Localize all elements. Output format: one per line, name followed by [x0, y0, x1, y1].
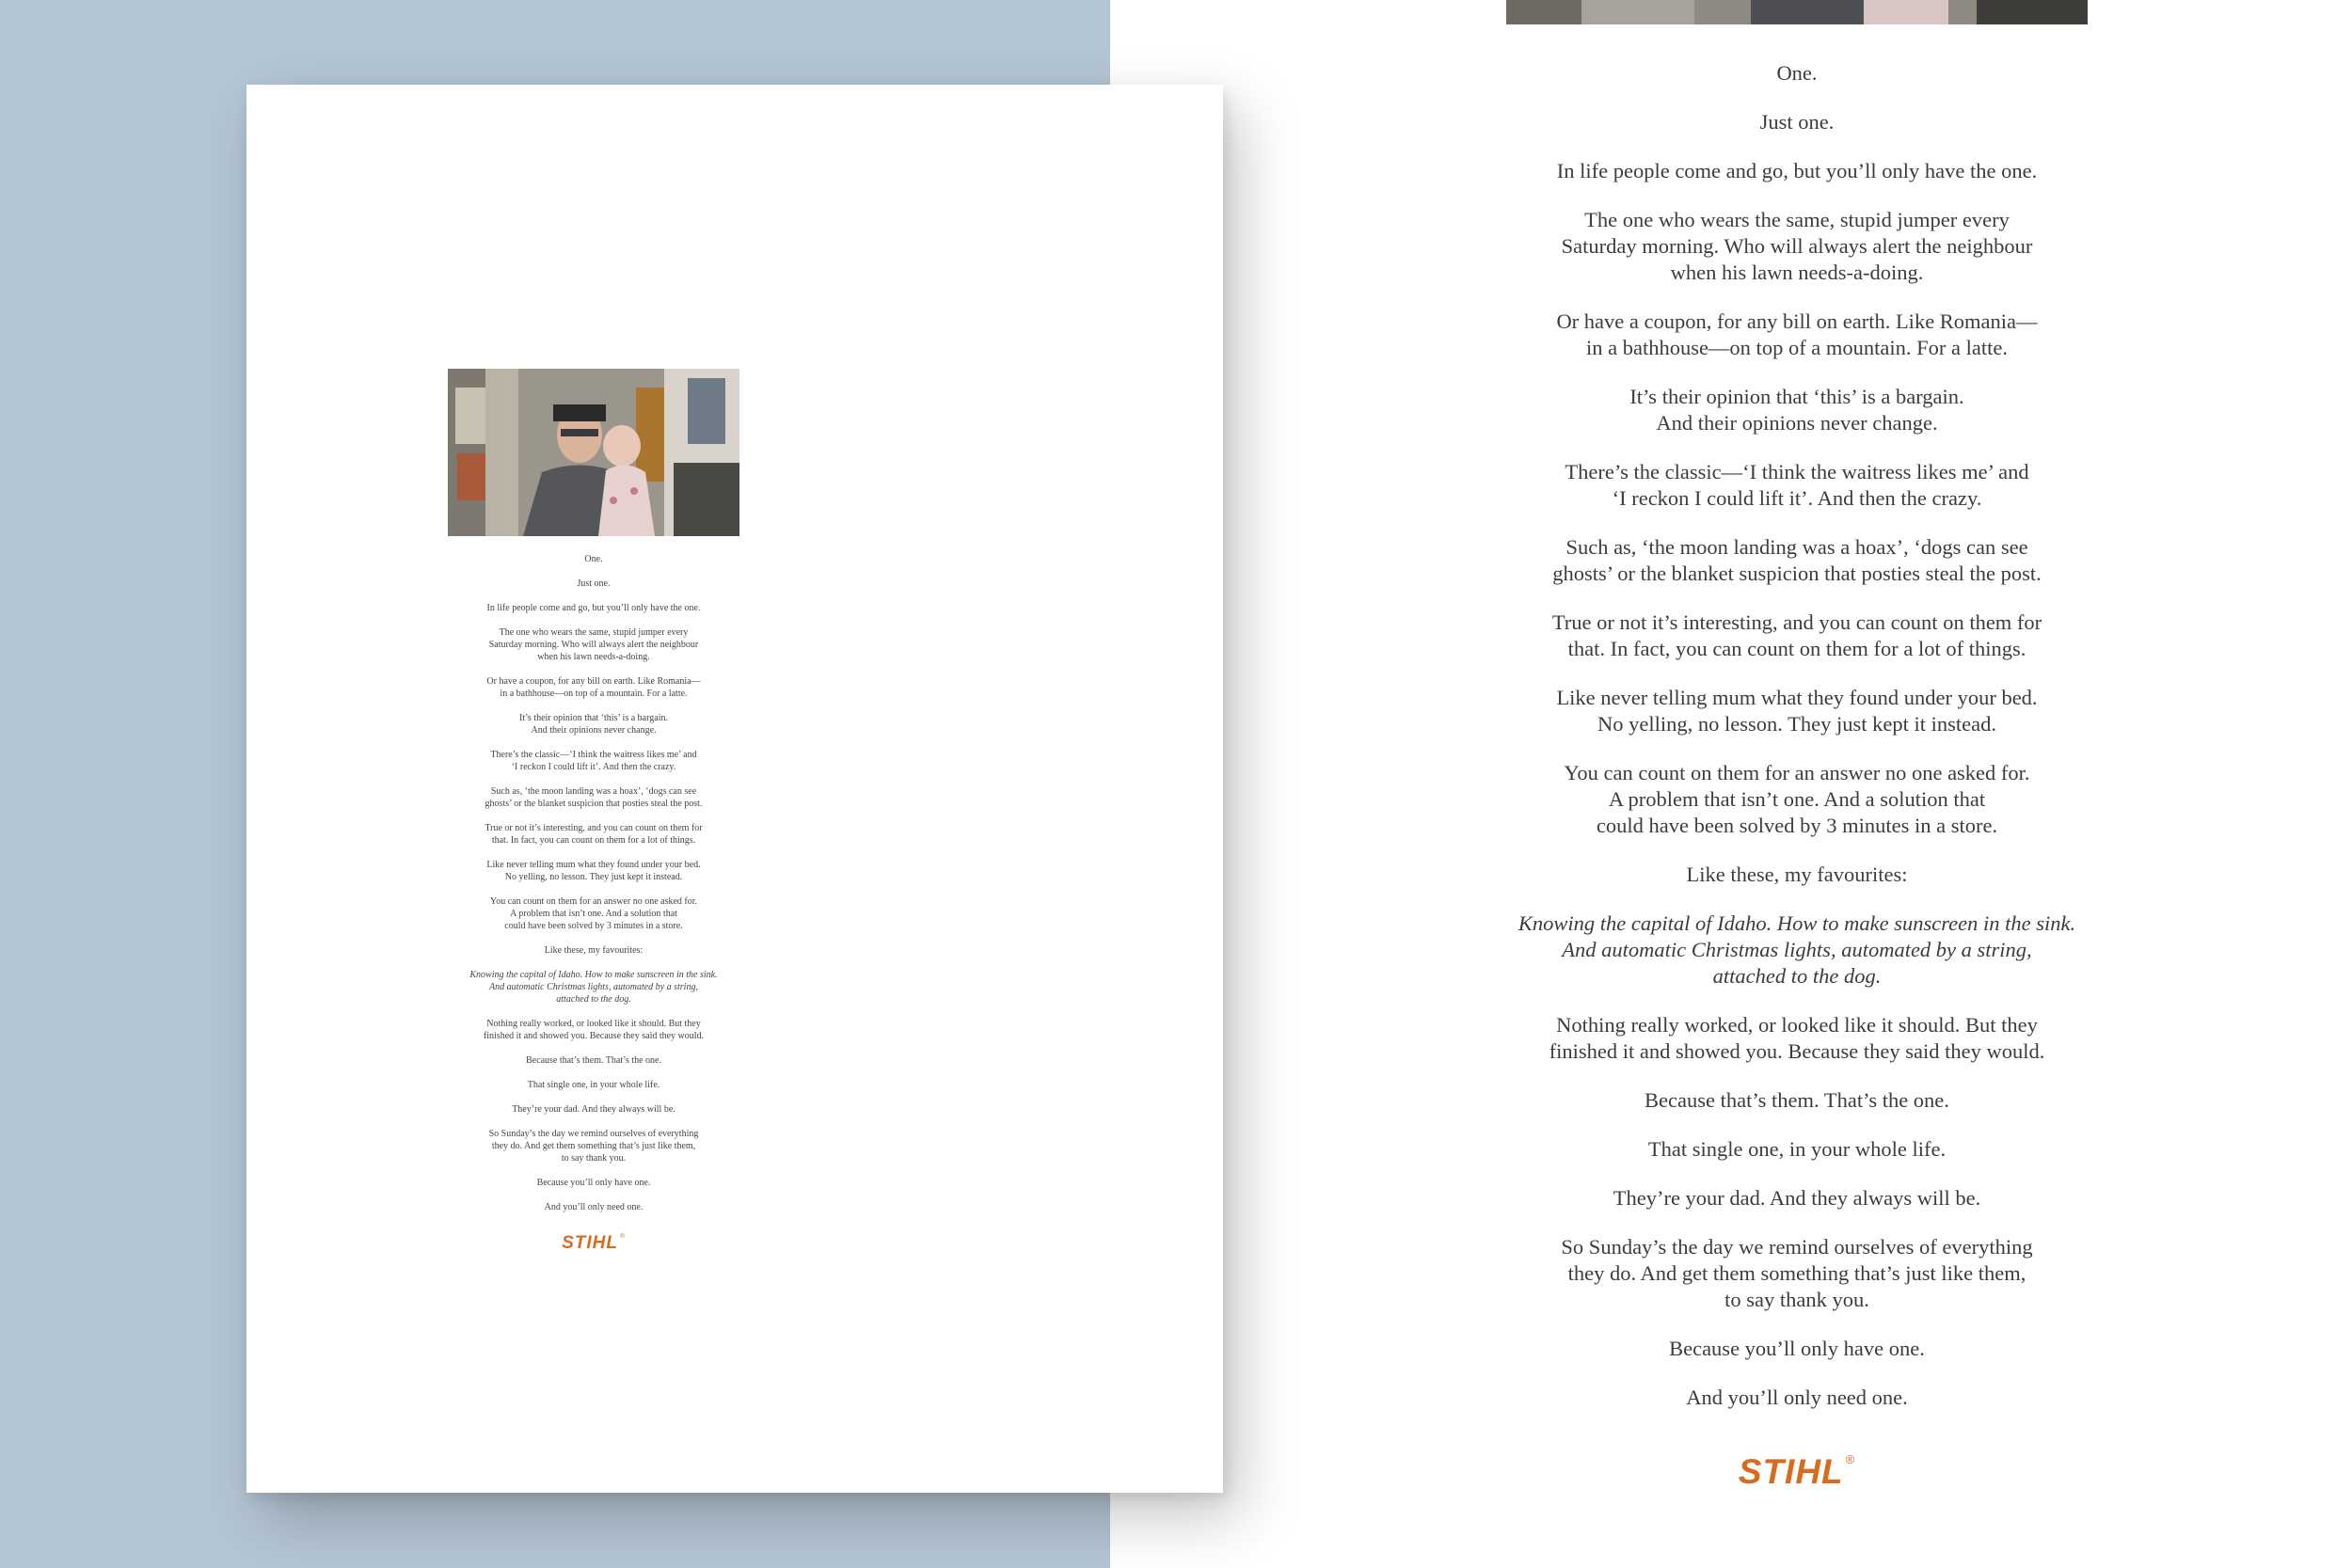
copy-line: Just one. — [577, 578, 611, 589]
copy-line: And automatic Christmas lights, automated by a string, — [1562, 938, 2032, 961]
copy-line: Or have a coupon, for any bill on earth. Like Romania— — [486, 676, 701, 687]
copy-line: Like never telling mum what they found under your bed. — [1556, 686, 2038, 709]
copy-paragraph — [448, 626, 739, 663]
body-copy-zoomed — [1505, 60, 2089, 1411]
copy-line: It’s their opinion that ‘this’ is a bargain. — [1629, 385, 1964, 408]
copy-line: Such as, ‘the moon landing was a hoax’, ‘dogs can see — [490, 786, 697, 797]
copy-line: True or not it’s interesting, and you can count on them for — [1551, 610, 2042, 634]
copy-line: And you’ll only need one. — [544, 1202, 644, 1212]
copy-paragraph — [448, 578, 739, 590]
copy-line: they do. And get them something that’s just like them, — [491, 1141, 696, 1151]
copy-paragraph — [448, 602, 739, 614]
logo-text: STIHL — [562, 1233, 618, 1253]
poster-page — [246, 85, 1223, 1493]
copy-line: One. — [584, 554, 603, 564]
copy-line: Because you’ll only have one. — [1669, 1337, 1925, 1360]
copy-paragraph — [1505, 760, 2089, 839]
copy-paragraph — [448, 1177, 739, 1189]
copy-paragraph — [1505, 1136, 2089, 1163]
copy-line: They’re your dad. And they always will be. — [1613, 1186, 1981, 1210]
copy-paragraph — [1505, 1336, 2089, 1362]
copy-line: they do. And get them something that’s just like them, — [1567, 1261, 2026, 1285]
copy-line: That single one, in your whole life. — [1647, 1137, 1947, 1161]
copy-paragraph — [448, 1103, 739, 1116]
copy-line: finished it and showed you. Because they said they would. — [483, 1031, 705, 1041]
copy-paragraph — [1505, 109, 2089, 135]
copy-paragraph — [448, 895, 739, 932]
copy-line: And you’ll only need one. — [1686, 1386, 1908, 1409]
copy-paragraph — [1505, 1234, 2089, 1313]
copy-line: ‘I reckon I could lift it’. And then the crazy. — [1612, 486, 1982, 510]
copy-paragraph — [1505, 685, 2089, 737]
copy-line: The one who wears the same, stupid jumper every — [499, 627, 689, 638]
copy-paragraph — [1505, 158, 2089, 184]
copy-line: Just one. — [1759, 110, 1835, 134]
copy-line: No yelling, no lesson. They just kept it instead. — [504, 872, 683, 882]
copy-line: In life people come and go, but you’ll only have the one. — [486, 603, 701, 613]
copy-line: It’s their opinion that ‘this’ is a bargain. — [519, 713, 668, 723]
copy-line: You can count on them for an answer no one asked for. — [1564, 761, 2030, 784]
zoomed-copy — [1505, 0, 2089, 1492]
copy-line: One. — [1776, 61, 1818, 85]
copy-paragraph — [1505, 1087, 2089, 1114]
copy-paragraph — [1505, 911, 2089, 990]
copy-line: The one who wears the same, stupid jumper every — [1584, 208, 2010, 231]
copy-paragraph — [448, 785, 739, 810]
stihl-logo-zoomed — [1739, 1452, 1855, 1492]
copy-line: Like these, my favourites: — [544, 945, 644, 956]
copy-line: You can count on them for an answer no one asked for. — [489, 896, 698, 907]
copy-line: Because you’ll only have one. — [536, 1178, 651, 1188]
copy-paragraph — [1505, 1012, 2089, 1065]
copy-line: No yelling, no lesson. They just kept it instead. — [1597, 712, 1996, 736]
copy-paragraph — [448, 944, 739, 957]
copy-line: Saturday morning. Who will always alert the neighbour — [488, 640, 699, 650]
copy-line: when his lawn needs-a-doing. — [1670, 261, 1924, 284]
copy-line: Because that’s them. That’s the one. — [1645, 1088, 1949, 1112]
copy-line: Saturday morning. Who will always alert the neighbour — [1561, 234, 2033, 258]
copy-line: And automatic Christmas lights, automated by a string, — [489, 982, 698, 992]
father-baby-photo — [448, 369, 739, 536]
copy-line: when his lawn needs-a-doing. — [537, 652, 650, 662]
body-copy — [448, 553, 739, 1213]
copy-paragraph — [1505, 1185, 2089, 1212]
copy-line: And their opinions never change. — [1656, 411, 1938, 435]
copy-line: So Sunday’s the day we remind ourselves of everything — [488, 1129, 699, 1139]
stihl-logo — [562, 1233, 626, 1254]
copy-line: Or have a coupon, for any bill on earth. Like Romania— — [1556, 309, 2038, 333]
copy-line: A problem that isn’t one. And a solution that — [510, 909, 677, 919]
copy-line: could have been solved by 3 minutes in a store. — [1596, 814, 1998, 837]
copy-line: There’s the classic—‘I think the waitress likes me’ and — [1565, 460, 2029, 483]
copy-line: A problem that isn’t one. And a solution that — [1608, 787, 1986, 811]
copy-paragraph — [448, 749, 739, 773]
copy-line: finished it and showed you. Because they said they would. — [1549, 1039, 2045, 1063]
copy-line: Knowing the capital of Idaho. How to make sunscreen in the sink. — [469, 970, 718, 980]
logo-text: STIHL — [1738, 1452, 1844, 1491]
copy-line: attached to the dog. — [556, 994, 631, 1005]
registered-mark: ® — [1845, 1452, 1856, 1466]
copy-paragraph — [1505, 459, 2089, 512]
copy-line: Because that’s them. That’s the one. — [526, 1055, 661, 1066]
copy-line: Such as, ‘the moon landing was a hoax’, ‘dogs can see — [1565, 535, 2028, 559]
copy-paragraph — [1505, 60, 2089, 87]
copy-paragraph — [448, 1079, 739, 1091]
copy-line: to say thank you. — [561, 1153, 627, 1164]
copy-line: Nothing really worked, or looked like it should. But they — [486, 1019, 701, 1029]
copy-paragraph — [448, 712, 739, 736]
copy-line: ‘I reckon I could lift it’. And then the crazy. — [511, 762, 676, 772]
copy-line: In life people come and go, but you’ll only have the one. — [1556, 159, 2038, 182]
copy-paragraph — [448, 1018, 739, 1042]
copy-line: that. In fact, you can count on them for a lot of things. — [491, 835, 696, 846]
photo-icon — [448, 369, 739, 536]
copy-line: They’re your dad. And they always will be. — [512, 1104, 675, 1115]
copy-paragraph — [1505, 384, 2089, 436]
copy-line: There’s the classic—‘I think the waitress likes me’ and — [490, 750, 697, 760]
copy-paragraph — [1505, 610, 2089, 662]
copy-paragraph — [1505, 1385, 2089, 1411]
registered-mark: ® — [619, 1233, 626, 1240]
copy-line: Like never telling mum what they found under your bed. — [486, 860, 701, 870]
copy-line: to say thank you. — [1724, 1288, 1869, 1311]
copy-line: could have been solved by 3 minutes in a store. — [504, 921, 683, 931]
copy-paragraph — [1505, 309, 2089, 361]
copy-line: That single one, in your whole life. — [527, 1080, 660, 1090]
father-baby-photo-cropped — [1506, 0, 2088, 24]
copy-line: Knowing the capital of Idaho. How to make sunscreen in the sink. — [1518, 911, 2076, 935]
copy-paragraph — [448, 822, 739, 847]
copy-line: ghosts’ or the blanket suspicion that posties steal the post. — [1552, 562, 2042, 585]
copy-line: True or not it’s interesting, and you can count on them for — [485, 823, 703, 833]
copy-paragraph — [448, 553, 739, 565]
copy-paragraph — [448, 1201, 739, 1213]
copy-paragraph — [448, 1128, 739, 1164]
copy-line: Like these, my favourites: — [1686, 863, 1908, 886]
copy-paragraph — [1505, 207, 2089, 286]
copy-paragraph — [1505, 534, 2089, 587]
copy-paragraph — [448, 859, 739, 883]
copy-line: in a bathhouse—on top of a mountain. For a latte. — [500, 689, 688, 699]
copy-line: And their opinions never change. — [531, 725, 657, 736]
poster-content — [448, 369, 739, 1254]
copy-paragraph — [1505, 862, 2089, 888]
copy-paragraph — [448, 1054, 739, 1067]
copy-line: attached to the dog. — [1712, 964, 1882, 988]
copy-line: So Sunday’s the day we remind ourselves of everything — [1561, 1235, 2033, 1259]
copy-line: ghosts’ or the blanket suspicion that posties steal the post. — [485, 799, 703, 809]
photo-icon — [1506, 0, 2088, 24]
copy-line: in a bathhouse—on top of a mountain. For a latte. — [1585, 336, 2009, 359]
copy-line: that. In fact, you can count on them for a lot of things. — [1567, 637, 2026, 660]
copy-paragraph — [448, 969, 739, 1006]
copy-line: Nothing really worked, or looked like it should. But they — [1556, 1013, 2038, 1037]
copy-paragraph — [448, 675, 739, 700]
